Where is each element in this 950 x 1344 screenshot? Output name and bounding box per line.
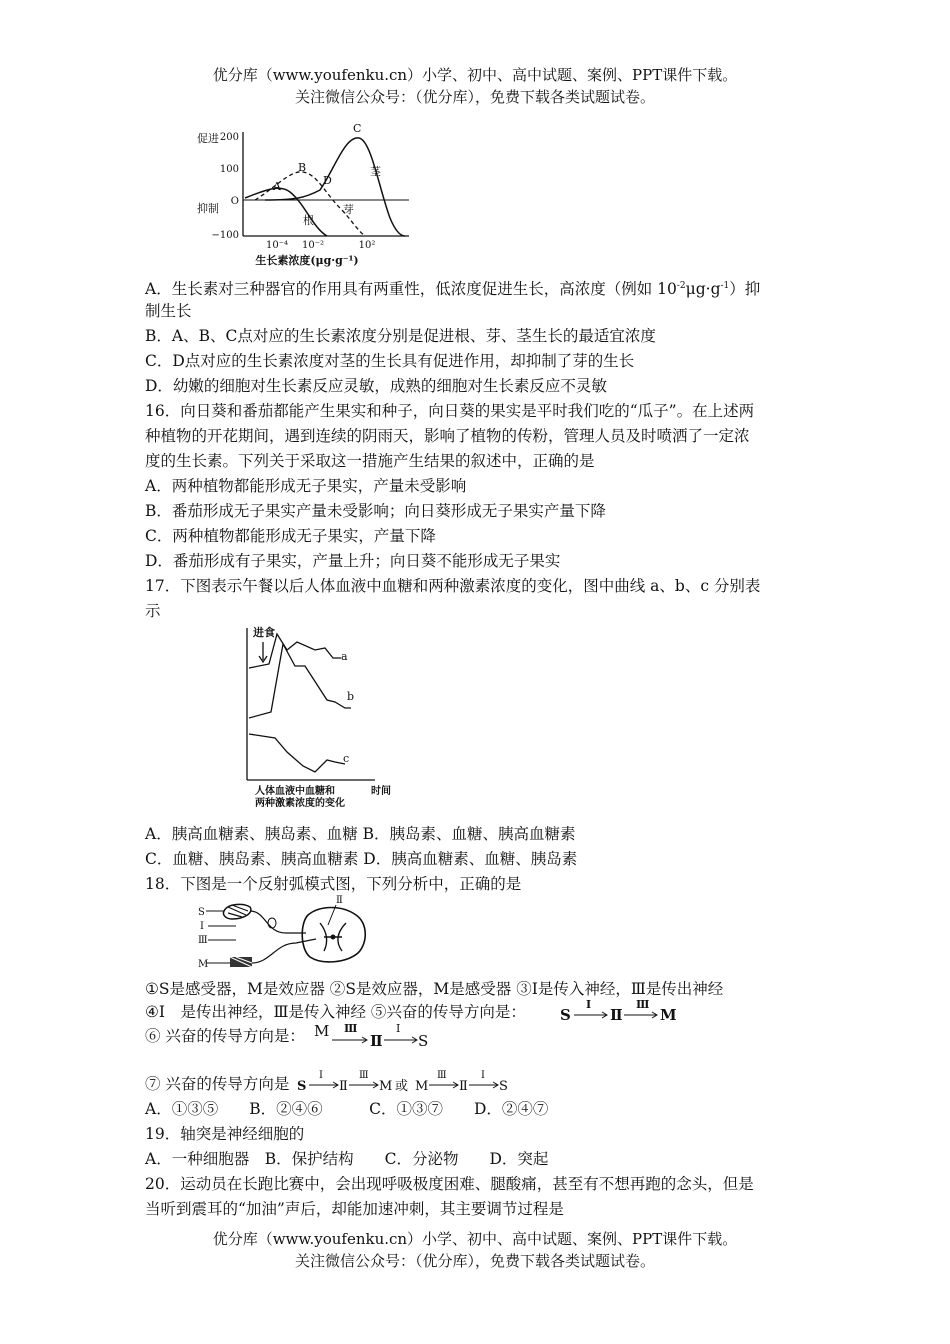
time-axis-label: 时间: [371, 786, 391, 797]
auxin-curve-figure: [195, 118, 425, 268]
svg-text:S: S: [297, 1079, 307, 1094]
svg-text:Ⅰ: Ⅰ: [586, 998, 592, 1011]
q20-stem-line1: 20．运动员在长跑比赛中，会出现呼吸极度困难、腿酸痛，甚至有不想再跑的念头，但是: [145, 1175, 754, 1193]
q17-options-cd: C．血糖、胰岛素、胰高血糖素 D．胰高血糖素、血糖、胰岛素: [145, 850, 578, 868]
reflex-arc-figure: [196, 893, 376, 975]
svg-text:M: M: [379, 1079, 393, 1094]
svg-text:Ⅰ: Ⅰ: [319, 1070, 323, 1081]
svg-text:Ⅲ: Ⅲ: [437, 1070, 447, 1081]
svg-text:Ⅱ: Ⅱ: [339, 1079, 348, 1094]
page-header-line2: 关注微信公众号：（优分库），免费下载各类试题试卷。: [294, 88, 655, 106]
curve-c: [249, 734, 345, 772]
svg-text:Ⅱ: Ⅱ: [370, 1032, 383, 1050]
svg-text:Ⅱ: Ⅱ: [459, 1079, 468, 1094]
curve-c-label: c: [343, 752, 350, 765]
q17-options-ab: A．胰高血糖素、胰岛素、血糖 B．胰岛素、血糖、胰高血糖素: [145, 825, 576, 843]
point-c-label: C: [353, 122, 362, 135]
q18-choices: A．①③⑤ B．②④⑥ C．①③⑦ D．②④⑦: [145, 1100, 549, 1118]
q18-stem: 18．下图是一个反射弧模式图，下列分析中，正确的是: [145, 875, 522, 893]
page-header-line1: 优分库（www.youfenku.cn）小学、初中、高中试题、案例、PPT课件下载。: [212, 66, 738, 84]
x-axis-label: 生长素浓度(μg·g⁻¹): [255, 254, 359, 267]
q19-choices: A．一种细胞器 B．保护结构 C．分泌物 D．突起: [145, 1150, 549, 1168]
y-tick-neg100: −100: [211, 230, 239, 241]
point-a-label: A: [273, 180, 281, 193]
q18-option-7: ⑦ 兴奋的传导方向是: [145, 1075, 290, 1093]
q20-stem-line2: 当听到震耳的“加油”声后，却能加速冲刺，其主要调节过程是: [145, 1200, 564, 1218]
q18-option-6: ⑥ 兴奋的传导方向是：: [145, 1027, 305, 1045]
x-tick-1e-2: 10⁻²: [301, 240, 325, 251]
fig-label-s: S: [198, 907, 205, 918]
y-bottom-label: 抑制: [197, 202, 219, 215]
figure-caption-line2: 两种激素浓度的变化: [255, 798, 345, 809]
point-d-label: D: [323, 174, 332, 187]
x-tick-1e-4: 10⁻⁴: [265, 240, 289, 251]
q15-option-a-line1: A．生长素对三种器官的作用具有两重性，低浓度促进生长，高浓度（例如 $10^{-2}\mu g\cdot g^{-1}$）抑: [145, 280, 761, 299]
chain-option-5: [560, 996, 680, 1026]
svg-text:Ⅲ: Ⅲ: [344, 1022, 358, 1035]
y-top-label: 促进: [197, 132, 219, 145]
q16-stem-line2: 种植物的开花期间，遇到连续的阴雨天，影响了植物的传粉，管理人员及时喷洒了一定浓: [145, 427, 750, 445]
bud-label: 芽: [343, 203, 354, 216]
svg-text:M: M: [660, 1006, 677, 1024]
fig-label-iii: Ⅲ: [198, 935, 208, 946]
q16-option-b: B．番茄形成无子果实产量未受影响；向日葵形成无子果实产量下降: [145, 502, 606, 520]
curve-a-label: a: [341, 650, 348, 663]
q17-stem-line2: 示: [145, 602, 161, 620]
blood-sugar-figure: [235, 620, 400, 810]
fig-label-m: M: [198, 959, 209, 970]
svg-text:S: S: [418, 1032, 429, 1050]
svg-text:Ⅲ: Ⅲ: [636, 998, 650, 1011]
fig-label-ii: Ⅱ: [336, 895, 343, 906]
y-tick-200: 200: [219, 132, 239, 143]
q15-option-d: D．幼嫩的细胞对生长素反应灵敏，成熟的细胞对生长素反应不灵敏: [145, 377, 607, 395]
q16-stem-line3: 度的生长素。下列关于采取这一措施产生结果的叙述中，正确的是: [145, 452, 595, 470]
x-tick-1e2: 10²: [358, 240, 376, 251]
svg-text:S: S: [560, 1006, 571, 1024]
q18-option-1-3: ①S是感受器，M是效应器 ②S是效应器，M是感受器 ③Ⅰ是传入神经，Ⅲ是传出神经: [145, 980, 724, 998]
q16-option-d: D．番茄形成有子果实，产量上升；向日葵不能形成无子果实: [145, 552, 561, 570]
q16-option-a: A．两种植物都能形成无子果实，产量未受影响: [145, 477, 467, 495]
q16-option-c: C．两种植物都能形成无子果实，产量下降: [145, 527, 436, 545]
root-label: 根: [303, 214, 314, 227]
chain-option-7: [297, 1068, 527, 1096]
page-footer-line1: 优分库（www.youfenku.cn）小学、初中、高中试题、案例、PPT课件下载。: [212, 1230, 738, 1248]
q15-option-a-line2: 制生长: [145, 302, 192, 320]
svg-text:Ⅱ: Ⅱ: [610, 1006, 623, 1024]
stem-curve: [265, 138, 405, 236]
y-tick-0: O: [230, 196, 239, 207]
chain-option-6: [314, 1018, 434, 1052]
fig-label-i: I: [200, 921, 204, 932]
svg-text:S: S: [499, 1079, 508, 1094]
page-footer-line2: 关注微信公众号：（优分库），免费下载各类试题试卷。: [294, 1252, 655, 1270]
stem-label: 茎: [370, 165, 381, 178]
q16-stem-line1: 16．向日葵和番茄都能产生果实和种子，向日葵的果实是平时我们吃的“瓜子”。在上述两: [145, 402, 755, 420]
curve-b-label: b: [347, 690, 355, 703]
root-curve: [245, 188, 327, 236]
svg-text:Ⅰ: Ⅰ: [396, 1022, 401, 1035]
svg-text:Ⅲ: Ⅲ: [359, 1070, 369, 1081]
q17-stem-line1: 17．下图表示午餐以后人体血液中血糖和两种激素浓度的变化，图中曲线 a、b、c 分别表: [145, 577, 761, 595]
eat-label: 进食: [253, 626, 275, 639]
q18-option-4-5: ④Ⅰ 是传出神经，Ⅲ是传入神经 ⑤兴奋的传导方向是：: [145, 1003, 526, 1021]
y-tick-100: 100: [219, 164, 239, 175]
q19-stem: 19．轴突是神经细胞的: [145, 1125, 305, 1143]
svg-text:M: M: [415, 1079, 429, 1094]
figure-caption-line1: 人体血液中血糖和: [255, 786, 335, 797]
svg-text:或: 或: [395, 1079, 409, 1094]
svg-text:M: M: [314, 1022, 330, 1040]
svg-text:Ⅰ: Ⅰ: [481, 1070, 485, 1081]
point-b-label: B: [298, 161, 307, 174]
q15-option-c: C．D点对应的生长素浓度对茎的生长具有促进作用，却抑制了芽的生长: [145, 352, 635, 370]
curve-b: [249, 644, 351, 718]
q15-option-b: B．A、B、C点对应的生长素浓度分别是促进根、芽、茎生长的最适宜浓度: [145, 327, 656, 345]
